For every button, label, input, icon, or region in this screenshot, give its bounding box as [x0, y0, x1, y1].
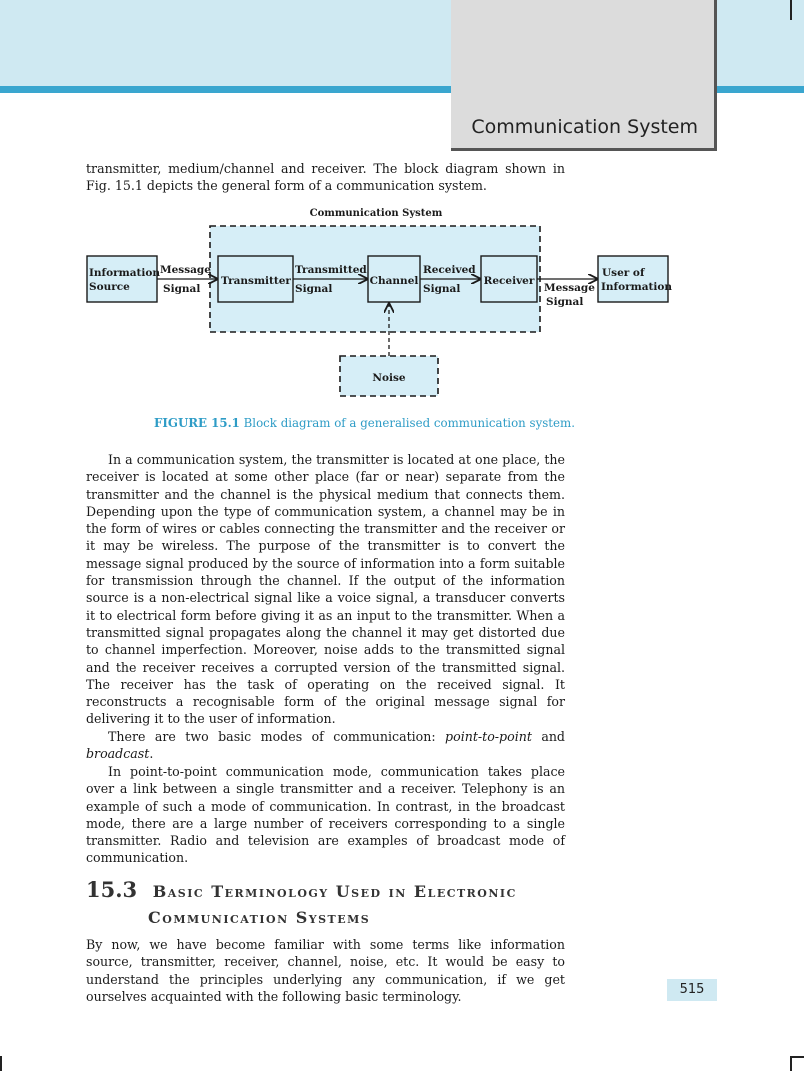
figure-caption — [154, 416, 575, 430]
paragraph-terminology-intro: By now, we have become familiar with some terms like information source, transmitter, receiver, channel, noise, etc. It would be easy to understand the principles underlying any communication, if we get ourselves acquainted with the following basic terminology. — [86, 937, 565, 1004]
transmitter-label: Transmitter — [221, 275, 291, 287]
section-number: 15.3 — [86, 877, 138, 902]
received-signal-label-2: Signal — [423, 283, 461, 295]
modes-prefix: There are two basic modes of communication: — [108, 729, 446, 744]
output-message-label-1: Message — [544, 282, 595, 294]
system-label: Communication System — [309, 208, 443, 219]
section-title-line1: Basic Terminology Used in Electronic — [152, 882, 517, 901]
paragraph-point-to-point: In point-to-point communication mode, communication takes place over a link between a single transmitter and a receiver. Telephony is an example of such a mode of communication. In contrast, in the broadcast mode, there are a large number of receivers corresponding to a single transmitter. Radio and television are examples of broadcast mode of communication. — [86, 764, 565, 866]
page-number: 515 — [667, 979, 717, 1001]
modes-end: . — [149, 746, 154, 762]
message-signal-label-2: Signal — [163, 283, 201, 295]
user-box — [598, 256, 668, 302]
paragraph-modes — [86, 728, 565, 763]
receiver-label: Receiver — [483, 275, 535, 287]
user-label-1: User of — [602, 267, 645, 279]
crop-mark-top-right — [790, 0, 792, 20]
channel-label: Channel — [369, 275, 419, 287]
section-title-line2: Communication Systems — [148, 908, 371, 927]
transmitted-signal-label-2: Signal — [295, 283, 333, 295]
crop-mark-bottom-right-v — [790, 1056, 792, 1071]
output-message-label-2: Signal — [546, 296, 584, 308]
source-label-1: Information — [89, 267, 160, 279]
transmitted-signal-label-1: Transmitted — [295, 264, 367, 276]
message-signal-label-1: Message — [160, 264, 211, 276]
user-label-2: Information — [601, 281, 672, 293]
mode-broadcast: broadcast — [86, 746, 150, 762]
modes-and: and — [531, 729, 565, 744]
mode-point-to-point: point-to-point — [445, 729, 532, 744]
figure-caption-text: Block diagram of a generalised communication system. — [243, 416, 575, 430]
noise-label: Noise — [372, 372, 406, 384]
source-label-2: Source — [89, 281, 130, 293]
figure-label: FIGURE 15.1 — [154, 416, 240, 430]
block-diagram — [80, 200, 680, 400]
chapter-tab — [451, 0, 717, 151]
intro-paragraph: transmitter, medium/channel and receiver. The block diagram shown in Fig. 15.1 depicts the general form of a communication system. — [86, 161, 565, 194]
crop-mark-bottom-left — [0, 1056, 2, 1071]
crop-mark-bottom-right-h — [790, 1056, 804, 1058]
section-heading — [86, 877, 566, 931]
received-signal-label-1: Received — [423, 264, 476, 276]
chapter-title: Communication System — [471, 116, 698, 138]
paragraph-system-description: In a communication system, the transmitter is located at one place, the receiver is located at some other place (far or near) separate from the transmitter and the channel is the physical medium that connects them. Depending upon the type of communication system, a channel may be in the form of wires or cables connecting the transmitter and the receiver or it may be wireless. The purpose of the transmitter is to convert the message signal produced by the source of information into a form suitable for transmission through the channel. If the output of the information source is a non-electrical signal like a voice signal, a transducer converts it to electrical form before giving it as an input to the transmitter. When a transmitted signal propagates along the channel it may get distorted due to channel imperfection. Moreover, noise adds to the transmitted signal and the receiver receives a corrupted version of the transmitted signal. The receiver has the task of operating on the received signal. It reconstructs a recognisable form of the original message signal for delivering it to the user of information. — [86, 452, 565, 727]
source-box — [87, 256, 157, 302]
